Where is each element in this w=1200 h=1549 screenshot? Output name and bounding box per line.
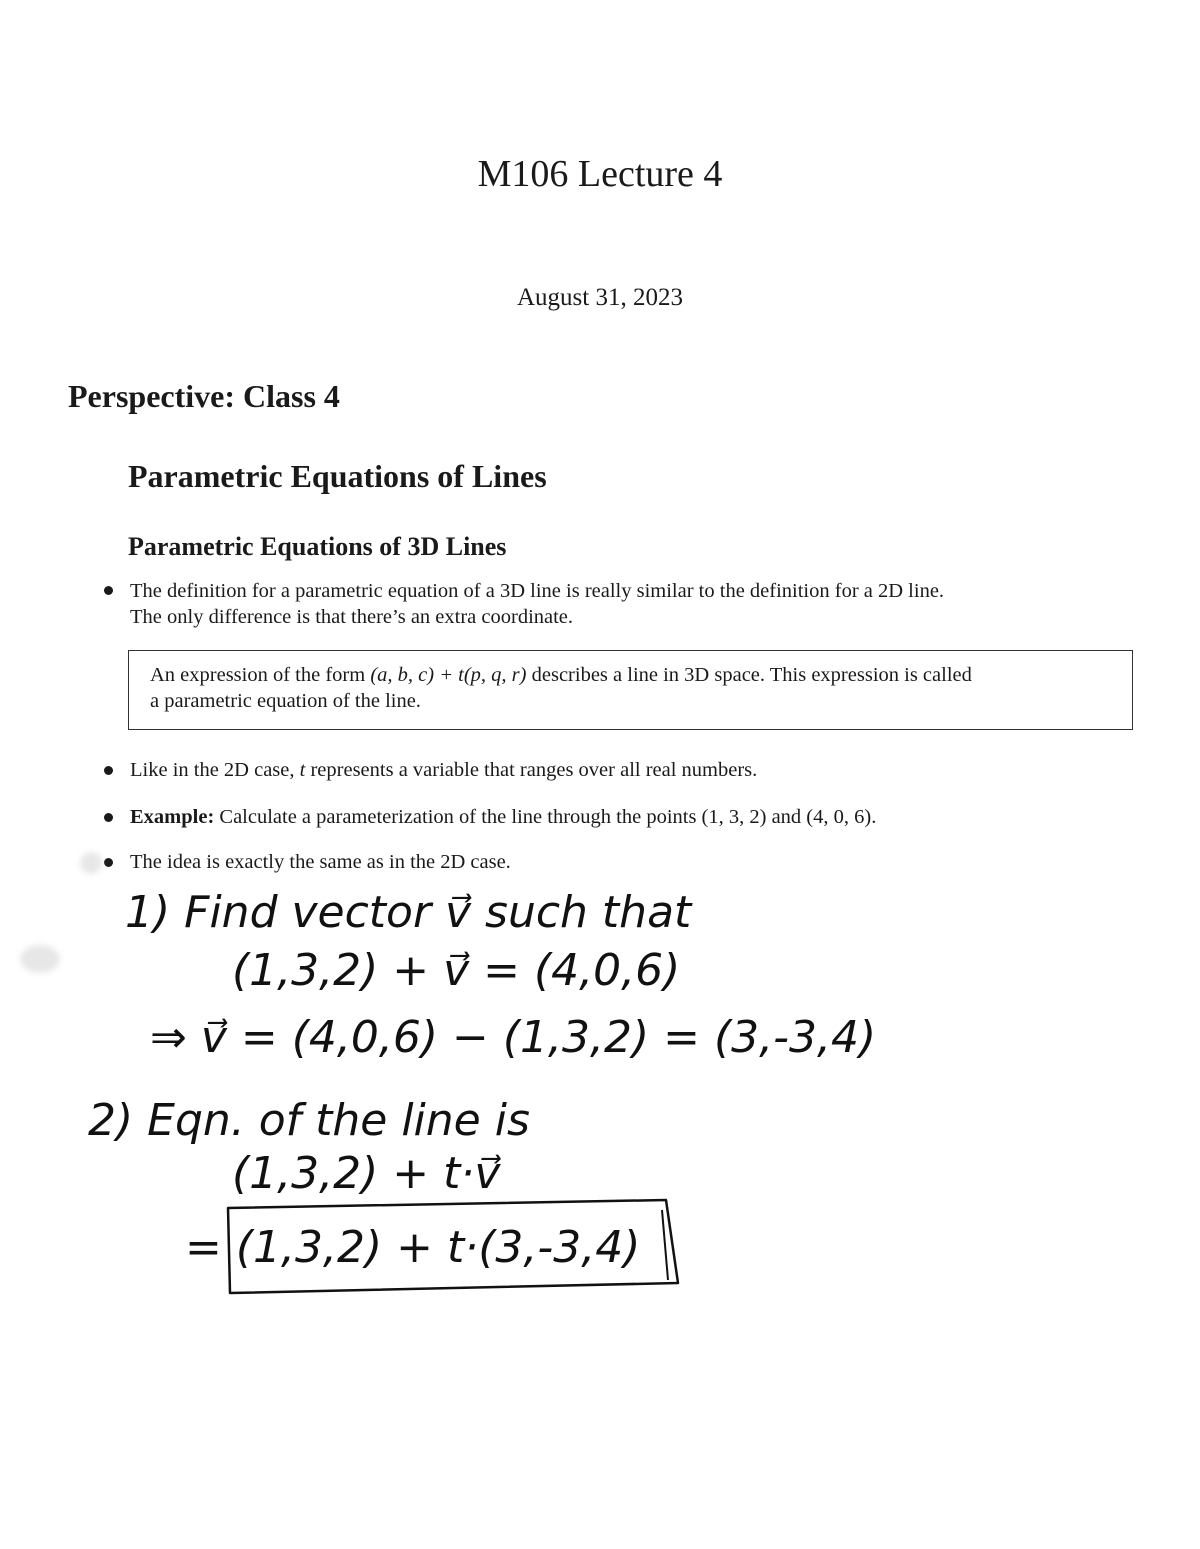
example-text: Calculate a parameterization of the line through the points (1, 3, 2) and (4, 0, 6). xyxy=(219,806,877,828)
hand-step2-eq1: (1,3,2) + t·v⃗ xyxy=(232,1148,501,1199)
hand-step1: 1) Find vector v⃗ such that xyxy=(125,887,692,938)
lecture-title: M106 Lecture 4 xyxy=(477,153,723,195)
hand-step1-eq2: ⇒ v⃗ = (4,0,6) − (1,3,2) = (3,-3,4) xyxy=(150,1012,877,1063)
section-heading: Perspective: Class 4 xyxy=(68,378,340,414)
lecture-date: August 31, 2023 xyxy=(517,284,683,311)
subsubsection-heading: Parametric Equations of 3D Lines xyxy=(128,532,507,561)
hand-step1-eq1: (1,3,2) + v⃗ = (4,0,6) xyxy=(232,945,681,996)
hand-step2: 2) Eqn. of the line is xyxy=(88,1095,530,1146)
bullet-idea: The idea is exactly the same as in the 2D case. xyxy=(130,851,511,873)
answer-box-stroke xyxy=(662,1210,668,1280)
bullet-variable-post: represents a variable that ranges over all real numbers. xyxy=(310,759,758,781)
hand-step2-eq2: = (1,3,2) + t·(3,-3,4) xyxy=(185,1222,641,1273)
bullet-variable-pre: Like in the 2D case, xyxy=(130,759,295,781)
bullet-definition-line2: The only difference is that there’s an extra coordinate. xyxy=(130,606,574,628)
subsection-heading: Parametric Equations of Lines xyxy=(128,458,547,494)
definition-line1-pre: An expression of the form xyxy=(150,664,366,686)
definition-line1-post: describes a line in 3D space. This expression is called xyxy=(531,664,972,686)
definition-line2: a parametric equation of the line. xyxy=(150,690,421,712)
example-label: Example: xyxy=(130,806,215,828)
bullet-definition-line1: The definition for a parametric equation of a 3D line is really similar to the definition for a 2D line. xyxy=(130,580,945,602)
definition-expression: (a, b, c) + t(p, q, r) xyxy=(370,664,527,686)
variable-t: t xyxy=(299,759,306,781)
